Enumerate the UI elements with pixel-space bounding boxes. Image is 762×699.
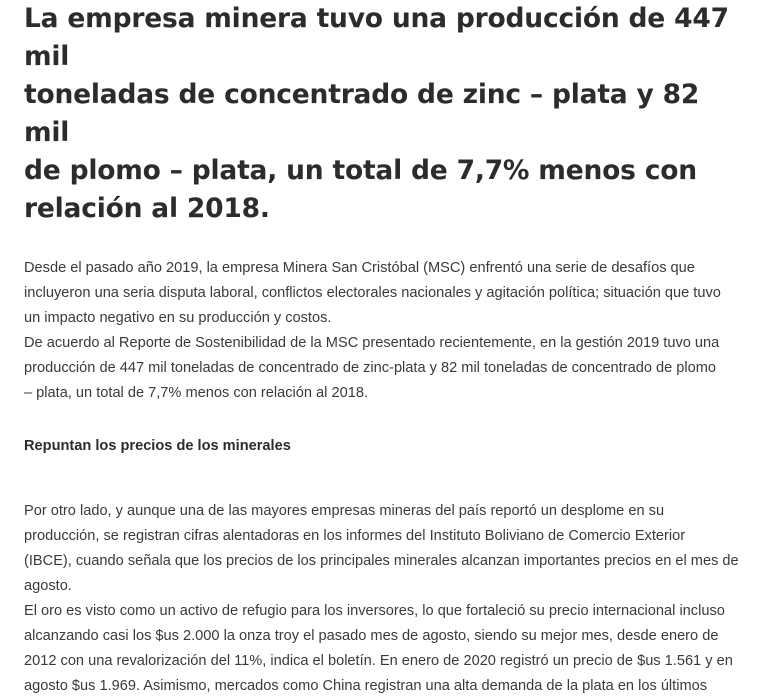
article-body [24, 256, 744, 699]
paragraph-line: un impacto negativo en su producción y costos. [24, 310, 332, 326]
paragraph-line: (IBCE), cuando señala que los precios de los principales minerales alcanzan importantes precios en el mes de [24, 553, 739, 569]
paragraph-line: El oro es visto como un activo de refugio para los inversores, lo que fortaleció su precio internacional incluso [24, 603, 725, 619]
paragraph-intro [24, 256, 744, 331]
headline-line: toneladas de concentrado de zinc – plata y 82 mil [24, 79, 700, 148]
paragraph-line: 2012 con una revalorización del 11%, indica el boletín. En enero de 2020 registró un precio de $us 1.561 y en [24, 653, 733, 669]
paragraph-line: De acuerdo al Reporte de Sostenibilidad de la MSC presentado recientemente, en la gestión 2019 tuvo una [24, 335, 720, 351]
section-subheading: Repuntan los precios de los minerales [24, 438, 291, 454]
paragraph-line: agosto. [24, 578, 72, 594]
headline-line: relación al 2018. [24, 193, 270, 224]
paragraph-report [24, 331, 744, 406]
article-headline [24, 0, 744, 228]
paragraph-line: alcanzando casi los $us 2.000 la onza troy el pasado mes de agosto, siendo su mejor mes, desde enero de [24, 628, 719, 644]
headline-line: de plomo – plata, un total de 7,7% menos con [24, 155, 697, 186]
paragraph-ibce [24, 499, 744, 599]
headline-line: La empresa minera tuvo una producción de 447 mil [24, 3, 729, 72]
paragraph-line: Desde el pasado año 2019, la empresa Minera San Cristóbal (MSC) enfrentó una serie de desafíos que [24, 260, 695, 276]
paragraph-line: producción de 447 mil toneladas de concentrado de zinc-plata y 82 mil toneladas de concentrado de plomo [24, 360, 717, 376]
paragraph-line: agosto $us 1.969. Asimismo, mercados como China registran una alta demanda de la plata en los últimos [24, 678, 708, 694]
article [24, 0, 744, 699]
paragraph-line: incluyeron una seria disputa laboral, conflictos electorales nacionales y agitación política; situación que tuvo [24, 285, 721, 301]
paragraph-line: producción, se registran cifras alentadoras en los informes del Instituto Boliviano de Comercio Exterior [24, 528, 686, 544]
paragraph-line: Por otro lado, y aunque una de las mayores empresas mineras del país reportó un desplome en su [24, 503, 665, 519]
paragraph-gold [24, 599, 744, 699]
paragraph-line: – plata, un total de 7,7% menos con relación al 2018. [24, 385, 368, 401]
